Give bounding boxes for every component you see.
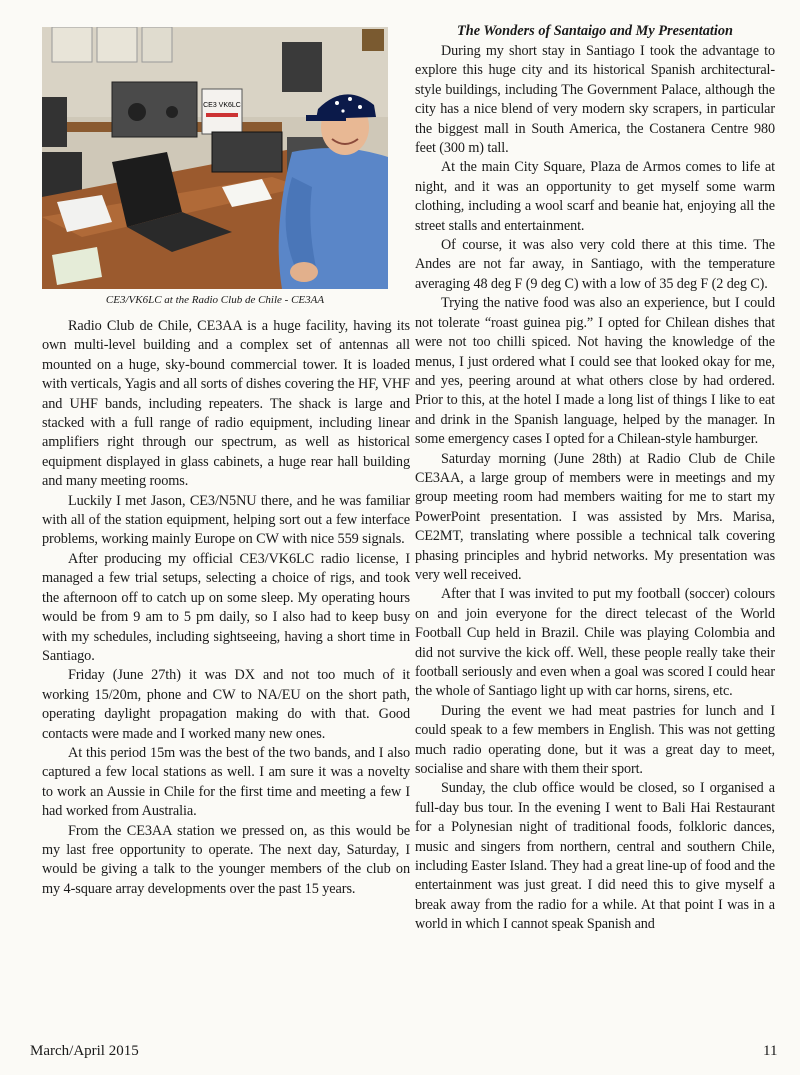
- right-paragraph-5: Saturday morning (June 28th) at Radio Club de Chile CE3AA, a large group of members were in meetings and my group meeting room had members waiting for me to start my PowerPoint presentation. I was assisted by Mrs. Marisa, CE2MT, translating where possible a technical talk covering phasing principles and hybrid networks. My presentation was very well received.: [415, 450, 775, 583]
- right-paragraph-4: Trying the native food was also an experience, but I could not tolerate “roast guinea pig.” I opted for Chilean dishes that were not too chilli spiced. Not having the knowledge of the menus, I just ordered what I could see that looked okay for me, and yes, peering around at what others close by had ordered. Prior to this, at the hotel I made a long list of things I like to eat and drink in the Spanish language, helped by the manager. In some emergency cases I opted for a Chilean-style hamburger.: [415, 295, 775, 448]
- left-paragraph-2: Luckily I met Jason, CE3/N5NU there, and he was familiar with all of the station equipment, helping sort out a few interface problems, working mainly Europe on CW with nice 559 signals.: [42, 492, 410, 548]
- right-paragraph-3: Of course, it was also very cold there at this time. The Andes are not far away, in Santiago, with the temperature averaging 48 deg F (9 deg C) with a low of 35 deg F (2 deg C).: [415, 237, 775, 292]
- shack-photo: [42, 27, 388, 289]
- callsign-sign-text: CE3 VK6LC: [203, 102, 241, 109]
- right-paragraph-7: During the event we had meat pastries for lunch and I could speak to a few members in English. This was not getting much radio operating done, but it was a great day to meet, socialise and share with them their sport.: [415, 702, 775, 778]
- photo-caption: CE3/VK6LC at the Radio Club de Chile - CE3AA: [105, 294, 325, 306]
- left-paragraph-1: Radio Club de Chile, CE3AA is a huge facility, having its own multi-level building and a complex set of antennas all mounted on a huge, sky-bound commercial tower. It is loaded with verticals, Yagis and all sorts of dishes covering the HF, VHF and UHF bands, including repeaters. The shack is large and stacked with a full range of radio equipment, including linear amplifiers right through our spectrum, as well as historical equipment displayed in glass cabinets, a huge rear hall building and many meeting rooms.: [42, 318, 410, 490]
- left-paragraph-6: From the CE3AA station we pressed on, as this would be my last free opportunity to operate. The next day, Saturday, I would be giving a talk to the younger members of the club on my 4-square array developments over the past 15 years.: [42, 822, 410, 897]
- right-paragraph-8: Sunday, the club office would be closed, so I organised a full-day bus tour. In the evening I went to Bali Hai Restaurant for a Polynesian night of traditional foods, folkloric dances, music and singers from northern, central and southern Chile, including Easter Island. They had a great line-up of food and the entertainment was just great. I did need this to give myself a break away from the radio for a while. At that point I was in a world in which I cannot speak Spanish and: [415, 780, 775, 933]
- page-number: 11: [763, 1043, 778, 1059]
- right-paragraph-1: During my short stay in Santiago I took the advantage to explore this huge city and its historical Spanish architectural-style buildings, including The Government Palace, although the city has a nice blend of very modern sky scrapers, in particular the biggest mall in South America, the Costanera Centre 980 feet (300 m) tall.: [415, 43, 775, 157]
- left-column: [42, 22, 410, 899]
- right-column: [415, 22, 775, 935]
- right-paragraph-6: After that I was invited to put my football (soccer) colours on and join everyone for the direct telecast of the World Football Cup held in Brazil. Chile was playing Colombia and did not survive the kick off. Well, these people really take their football seriously and even when a goal was scored I could hear the whole of Santiago light up with car horns, sirens, etc.: [415, 586, 775, 700]
- left-paragraph-4: Friday (June 27th) it was DX and not too much of it working 15/20m, phone and CW to NA/EU on the short path, operating daylight propagation making do with that. Good contacts were made and I worked many new ones.: [42, 667, 410, 742]
- issue-date: March/April 2015: [30, 1043, 139, 1059]
- left-paragraph-5: At this period 15m was the best of the two bands, and I also captured a few local stations as well. I am sure it was a novelty to work an Aussie in Chile for the first time and meeting a few I had worked from Australia.: [42, 744, 410, 820]
- shack-photo-illustration: [42, 27, 388, 289]
- section-heading: The Wonders of Santaigo and My Presentation: [457, 23, 733, 39]
- right-paragraph-2: At the main City Square, Plaza de Armos comes to life at night, and it was an opportunity to get myself some warm clothing, including a wool scarf and beanie hat, enjoying all the street stalls and entertainment.: [415, 159, 775, 234]
- left-paragraph-3: After producing my official CE3/VK6LC radio license, I managed a few trial setups, selecting a choice of rigs, and took the afternoon off to catch up on some sleep. My operating hours would be from 9 am to 5 pm daily, so I also had to keep busy with my schedules, including sightseeing, having a short time in Santiago.: [42, 550, 410, 664]
